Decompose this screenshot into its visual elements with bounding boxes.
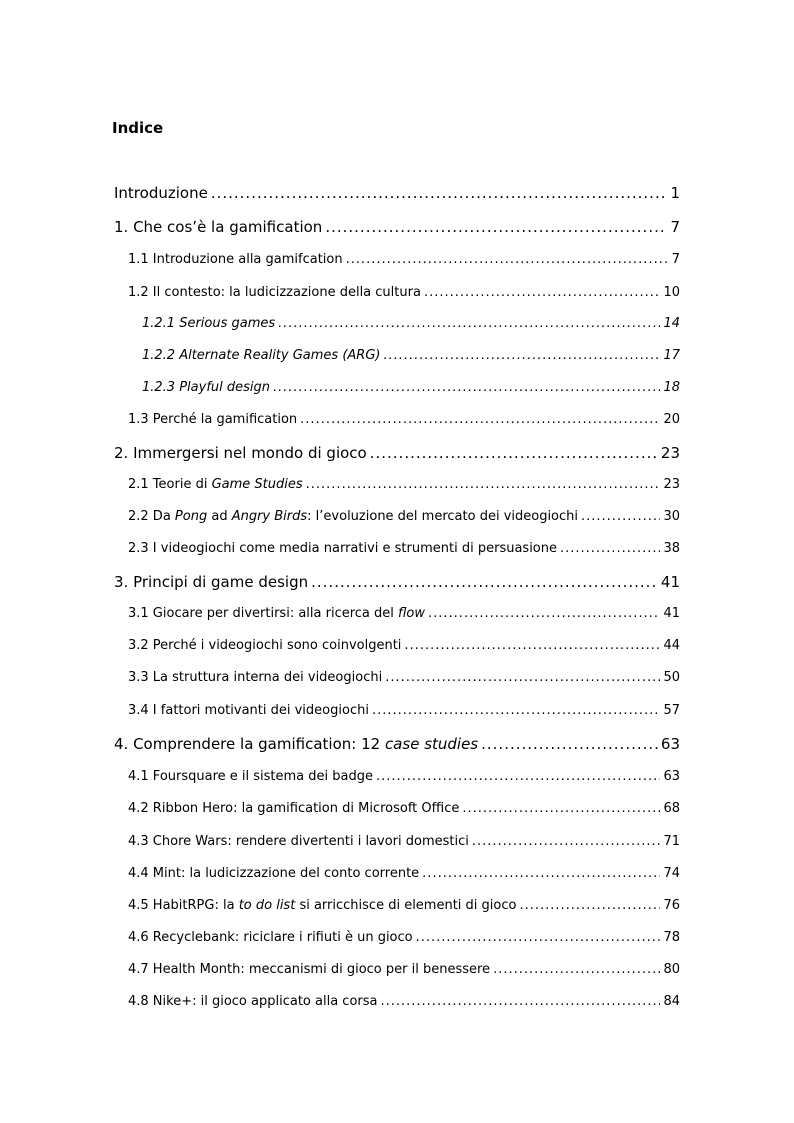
toc-entry-title-part: 1.1 Introduzione alla gamifcation [128, 252, 343, 267]
page-title: Indice [112, 119, 164, 137]
dot-leader [422, 865, 660, 883]
dot-leader [462, 800, 660, 818]
toc-entry-title [128, 961, 490, 979]
toc-entry-level-2[interactable] [128, 284, 680, 302]
toc-entry-title-part: 3.3 La struttura interna dei videogiochi [128, 670, 383, 685]
toc-entry-title [128, 702, 369, 720]
dot-leader [519, 897, 660, 915]
dot-leader [385, 669, 660, 687]
dot-leader [380, 993, 660, 1011]
dot-leader [428, 605, 660, 623]
toc-entry-title-part: 2. Immergersi nel mondo di gioco [114, 444, 367, 462]
toc-entry-title-part: 4.6 Recyclebank: riciclare i rifiuti è un gioco [128, 930, 413, 945]
toc-entry-title-part: 2.2 Da [128, 509, 175, 524]
toc-entry-title-part: 3.2 Perché i videogiochi sono coinvolgenti [128, 638, 402, 653]
toc-page-number: 80 [663, 962, 680, 977]
toc-page-number: 23 [663, 477, 680, 492]
toc-entry-level-2[interactable] [128, 476, 680, 494]
toc-entry-level-2[interactable] [128, 768, 680, 786]
toc-entry-title-part: 3.1 Giocare per divertirsi: alla ricerca del [128, 606, 399, 621]
toc-entry-level-2[interactable] [128, 251, 680, 269]
dot-leader [383, 347, 660, 365]
toc-page-number: 50 [663, 670, 680, 685]
toc-page-number: 41 [660, 573, 680, 591]
toc-entry-title-part: : l’evoluzione del mercato dei videogiochi [307, 509, 579, 524]
dot-leader [346, 251, 669, 269]
toc-entry-title-part: case studies [384, 735, 479, 753]
dot-leader [300, 411, 660, 429]
dot-leader [311, 572, 658, 592]
toc-entry-title-part: 1.3 Perché la gamification [128, 412, 298, 427]
toc-entry-title [128, 800, 459, 818]
dot-leader [472, 833, 661, 851]
toc-entry-title [142, 347, 380, 365]
toc-page-number: 84 [663, 994, 680, 1009]
toc-entry-title-part: 4.8 Nike+: il gioco applicato alla corsa [128, 994, 378, 1009]
toc-entry-title-part: 3. Principi di game design [114, 573, 309, 591]
toc-page-number: 41 [663, 606, 680, 621]
toc-entry-level-2[interactable] [128, 800, 680, 818]
toc-entry-title [128, 251, 343, 269]
toc-entry-level-2[interactable] [128, 540, 680, 558]
toc-entry-title [114, 443, 367, 463]
toc-entry-level-3[interactable] [142, 347, 680, 365]
toc-entry-level-2[interactable] [128, 833, 680, 851]
toc-entry-level-1[interactable] [114, 217, 680, 237]
toc-entry-title-part: 1.2.1 Serious games [142, 316, 276, 331]
toc-entry-title [128, 993, 377, 1011]
toc-entry-level-3[interactable] [142, 379, 680, 397]
toc-entry-title-part: Introduzione [114, 184, 208, 202]
dot-leader [404, 637, 660, 655]
dot-leader [481, 734, 658, 754]
toc-page-number: 10 [663, 285, 680, 300]
toc-entry-title [128, 540, 557, 558]
toc-page-number: 1 [670, 184, 680, 202]
toc-entry-level-2[interactable] [128, 605, 680, 623]
toc-entry-title-part: 1. Che cos’è la gamification [114, 218, 323, 236]
toc-entry-level-2[interactable] [128, 897, 680, 915]
toc-entry-title-part: Game Studies [211, 477, 303, 492]
dot-leader [581, 508, 660, 526]
toc-entry-title-part: si arricchisce di elementi di gioco [295, 898, 517, 913]
toc-entry-level-1[interactable] [114, 443, 680, 463]
toc-entry-title [114, 183, 208, 203]
toc-entry-level-1[interactable] [114, 572, 680, 592]
toc-page-number: 7 [671, 252, 680, 267]
toc-page-number: 14 [663, 316, 680, 331]
toc-entry-title [128, 605, 425, 623]
toc-entry-title [128, 476, 303, 494]
toc-entry-title-part: to do list [238, 898, 296, 913]
toc-entry-title-part: 1.2 Il contesto: la ludicizzazione della cultura [128, 285, 421, 300]
toc-entry-title [128, 929, 413, 947]
toc-entry-title [128, 833, 469, 851]
toc-page-number: 18 [663, 380, 680, 395]
toc-entry-title [128, 637, 401, 655]
toc-page-number: 20 [663, 412, 680, 427]
dot-leader [416, 929, 661, 947]
dot-leader [372, 702, 661, 720]
toc-entry-level-2[interactable] [128, 411, 680, 429]
toc-page-number: 71 [663, 834, 680, 849]
toc-page-number: 23 [660, 444, 680, 462]
toc-entry-level-1[interactable] [114, 183, 680, 203]
toc-entry-title-part: 4.5 HabitRPG: la [128, 898, 239, 913]
toc-page-number: 30 [663, 509, 680, 524]
toc-entry-title-part: 2.1 Teorie di [128, 477, 212, 492]
toc-entry-title-part: Pong [174, 509, 208, 524]
toc-entry-title-part: 4.3 Chore Wars: rendere divertenti i lavori domestici [128, 834, 469, 849]
dot-leader [211, 183, 668, 203]
toc-page-number: 38 [663, 541, 680, 556]
dot-leader [325, 217, 667, 237]
toc-entry-title-part: 4.2 Ribbon Hero: la gamification di Microsoft Office [128, 801, 460, 816]
dot-leader [424, 284, 661, 302]
dot-leader [370, 443, 658, 463]
toc-entry-title [142, 379, 270, 397]
dot-leader [306, 476, 661, 494]
toc-page-number: 63 [660, 735, 680, 753]
dot-leader [560, 540, 660, 558]
toc-page-number: 63 [663, 769, 680, 784]
toc-entry-title [128, 897, 516, 915]
toc-entry-level-3[interactable] [142, 315, 680, 333]
toc-entry-title-part: 1.2.2 Alternate Reality Games (ARG) [142, 348, 381, 363]
toc-entry-level-2[interactable] [128, 929, 680, 947]
toc-entry-title [114, 217, 322, 237]
toc-page-number: 68 [663, 801, 680, 816]
dot-leader [278, 315, 660, 333]
toc-page-number: 74 [663, 866, 680, 881]
toc-page-number: 44 [663, 638, 680, 653]
toc-entry-title-part: flow [398, 606, 426, 621]
toc-entry-title-part: 1.2.3 Playful design [142, 380, 271, 395]
toc-entry-level-2[interactable] [128, 865, 680, 883]
toc-page-number: 78 [663, 930, 680, 945]
dot-leader [376, 768, 660, 786]
toc-entry-title [142, 315, 275, 333]
toc-entry-title [128, 284, 421, 302]
toc-entry-title [128, 865, 419, 883]
toc-entry-title [128, 768, 373, 786]
toc-entry-title-part: 4.4 Mint: la ludicizzazione del conto corrente [128, 866, 420, 881]
toc-entry-title [114, 734, 478, 754]
toc-page-number: 17 [663, 348, 680, 363]
toc-entry-level-2[interactable] [128, 702, 680, 720]
dot-leader [493, 961, 660, 979]
toc-page-number: 57 [663, 703, 680, 718]
toc-entry-level-2[interactable] [128, 637, 680, 655]
toc-page-number: 76 [663, 898, 680, 913]
toc-entry-title [114, 572, 308, 592]
toc-entry-title-part: 4.7 Health Month: meccanismi di gioco per il benessere [128, 962, 491, 977]
toc-entry-level-2[interactable] [128, 961, 680, 979]
dot-leader [273, 379, 660, 397]
toc-entry-title-part: 2.3 I videogiochi come media narrativi e strumenti di persuasione [128, 541, 557, 556]
toc-entry-level-2[interactable] [128, 508, 680, 526]
toc-page-number: 7 [670, 218, 680, 236]
toc-entry-title [128, 508, 578, 526]
toc-entry-title-part: 3.4 I fattori motivanti dei videogiochi [128, 703, 369, 718]
toc-entry-title-part: 4.1 Foursquare e il sistema dei badge [128, 769, 373, 784]
toc-entry-level-2[interactable] [128, 993, 680, 1011]
toc-entry-title [128, 411, 297, 429]
toc-entry-level-2[interactable] [128, 669, 680, 687]
toc-entry-title [128, 669, 382, 687]
toc-entry-title-part: Angry Birds [231, 509, 308, 524]
toc-entry-title-part: ad [207, 509, 232, 524]
toc-entry-level-1[interactable] [114, 734, 680, 754]
toc-entry-title-part: 4. Comprendere la gamification: 12 [114, 735, 385, 753]
